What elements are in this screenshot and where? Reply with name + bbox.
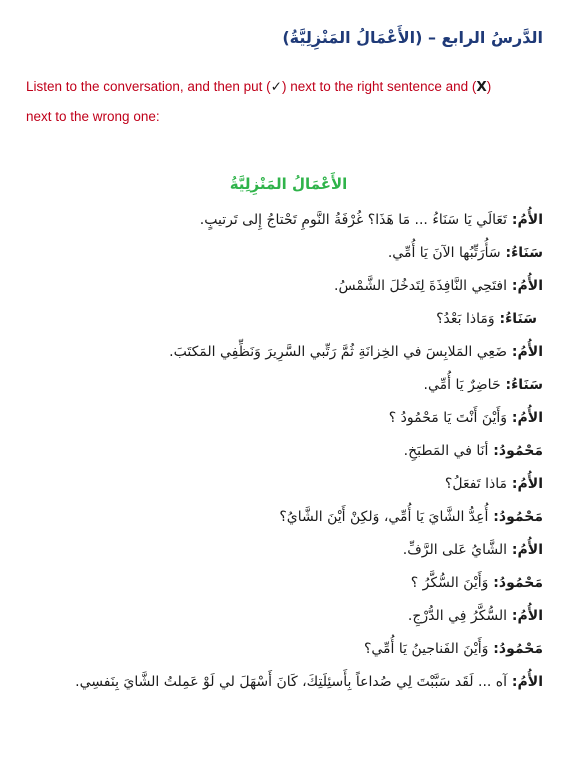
dialogue-line: الأُمُ: مَاذا تَفعَلُ؟ xyxy=(444,476,543,492)
speaker-name: الأُمُ xyxy=(517,410,543,426)
speaker-name: مَحْمُودُ xyxy=(498,575,543,591)
speaker-name: الأُمُ xyxy=(517,344,543,360)
speaker-name: سَنَاءُ xyxy=(511,245,543,261)
dialogue-line: مَحْمُودُ: أُعِدُّ الشَّايَ يَا أُمِّي، وَلكِنْ أَيْنَ الشَّايُ؟ xyxy=(279,509,543,525)
instruction-text-end: ) xyxy=(486,79,492,94)
dialogue-text: أُعِدُّ الشَّايَ يَا أُمِّي، وَلكِنْ أَيْنَ الشَّايُ؟ xyxy=(279,509,489,525)
instruction-line-2: next to the wrong one: xyxy=(26,109,160,124)
dialogue-line: مَحْمُودُ: وَأَيْنَ الفَناجينُ يَا أُمِّي؟ xyxy=(363,641,543,657)
dialogue-text: مَاذا تَفعَلُ؟ xyxy=(444,476,508,492)
dialogue-line: الأُمُ: وَأَيْنَ أَنْتَ يَا مَحْمُودُ ؟ xyxy=(388,410,543,426)
dialogue-text: آه ... لَقَد سَبَّبْتَ لِي صُداعاً بِأَسئِلَتِكَ، كَانَ أَسْهَلَ لي لَوْ عَمِلتُ الشَّايَ بِنَفسِي. xyxy=(75,674,508,690)
speaker-name: الأُمُ xyxy=(517,212,543,228)
speaker-name: الأُمُ xyxy=(517,542,543,558)
dialogue-title: الأَعْمَالُ المَنْزِلِيَّةُ xyxy=(229,175,348,193)
dialogue-line: سَنَاءُ: سَأُرَتِّبُها الآنَ يَا أُمِّي. xyxy=(387,245,543,261)
dialogue-text: وَأَيْنَ أَنْتَ يَا مَحْمُودُ ؟ xyxy=(388,410,508,426)
dialogue-line: الأُمُ: تَعَالَي يَا سَنَاءُ ... مَا هَذَا؟ غُرْفَةُ النَّومِ تَحْتاجُ إِلى تَرتيبٍ. xyxy=(199,212,543,228)
speaker-name: مَحْمُودُ xyxy=(498,443,543,459)
dialogue-line: مَحْمُودُ: وَأَيْنَ السُّكَّرُ ؟ xyxy=(410,575,543,591)
speaker-name: الأُمُ xyxy=(517,608,543,624)
dialogue-text: وَمَاذا بَعْدُ؟ xyxy=(436,311,495,327)
dialogue-line: الأُمُ: ضَعِي المَلابِسَ في الخِزانَةِ ثُمَّ رَتِّبي السَّرِيرَ وَنَظِّفِي المَكتَبَ. xyxy=(169,344,543,360)
speaker-name: الأُمُ xyxy=(517,278,543,294)
dialogue-line: الأُمُ: افتَحِي النَّافِذَةَ لِتَدخُلَ الشَّمْسُ. xyxy=(334,278,543,294)
dialogue-text: تَعَالَي يَا سَنَاءُ ... مَا هَذَا؟ غُرْفَةُ النَّومِ تَحْتاجُ إِلى تَرتيبٍ. xyxy=(199,212,508,228)
dialogue-text: ضَعِي المَلابِسَ في الخِزانَةِ ثُمَّ رَتِّبي السَّرِيرَ وَنَظِّفِي المَكتَبَ. xyxy=(169,344,508,360)
instruction-text-middle: ) next to the right sentence and ( xyxy=(281,79,477,94)
dialogue-text: الشَّايُ عَلى الرَّفِّ. xyxy=(402,542,508,558)
speaker-name: سَنَاءُ xyxy=(505,311,537,327)
instruction-text-start: Listen to the conversation, and then put ( xyxy=(26,79,271,94)
dialogue-line: الأُمُ: السُّكَّرُ فِي الدُّرْجِ. xyxy=(407,608,543,624)
lesson-title: الدَّرسُ الرابع – (الأَعْمَالُ المَنْزِلِيَّةُ) xyxy=(282,28,543,47)
dialogue-line: الأُمُ: آه ... لَقَد سَبَّبْتَ لِي صُداعاً بِأَسئِلَتِكَ، كَانَ أَسْهَلَ لي لَوْ عَمِلتُ الشَّايَ بِنَفسِي. xyxy=(75,674,543,690)
speaker-name: الأُمُ xyxy=(517,674,543,690)
dialogue-line: مَحْمُودُ: أنَا في المَطبَخِ. xyxy=(403,443,543,459)
dialogue-text: حَاضِرٌ يَا أُمِّي. xyxy=(423,377,501,393)
dialogue-text: افتَحِي النَّافِذَةَ لِتَدخُلَ الشَّمْسُ. xyxy=(334,278,508,294)
speaker-name: سَنَاءُ xyxy=(511,377,543,393)
instruction-line-1 xyxy=(26,78,556,96)
dialogue-line: الأُمُ: الشَّايُ عَلى الرَّفِّ. xyxy=(402,542,543,558)
speaker-name: الأُمُ xyxy=(517,476,543,492)
dialogue-line: سَنَاءُ: وَمَاذا بَعْدُ؟ xyxy=(436,311,537,327)
check-mark-icon: ✓ xyxy=(270,79,282,95)
dialogue-text: وَأَيْنَ السُّكَّرُ ؟ xyxy=(410,575,489,591)
speaker-name: مَحْمُودُ xyxy=(498,509,543,525)
dialogue-text: السُّكَّرُ فِي الدُّرْجِ. xyxy=(407,608,508,624)
speaker-name: مَحْمُودُ xyxy=(498,641,543,657)
dialogue-text: وَأَيْنَ الفَناجينُ يَا أُمِّي؟ xyxy=(363,641,489,657)
dialogue-list xyxy=(23,204,543,699)
dialogue-line: سَنَاءُ: حَاضِرٌ يَا أُمِّي. xyxy=(423,377,543,393)
dialogue-text: أنَا في المَطبَخِ. xyxy=(403,443,489,459)
dialogue-text: سَأُرَتِّبُها الآنَ يَا أُمِّي. xyxy=(387,245,501,261)
cross-mark-icon: X xyxy=(476,79,487,95)
